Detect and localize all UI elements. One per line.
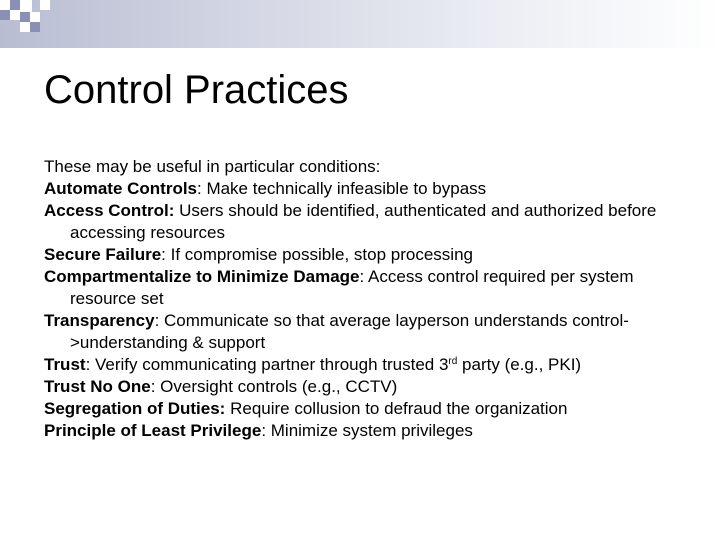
practice-term: Principle of Least Privilege	[44, 421, 262, 440]
decorative-square	[30, 22, 40, 32]
decorative-square	[0, 0, 10, 10]
practice-item-trust-no-one	[44, 376, 684, 398]
slide-title: Control Practices	[44, 68, 349, 112]
practice-term: Secure Failure	[44, 245, 162, 264]
practice-description: : Minimize system privileges	[261, 421, 473, 440]
slide-body	[44, 156, 684, 442]
ordinal-suffix: rd	[448, 356, 458, 367]
practice-item-automate-controls	[44, 178, 684, 200]
practice-term: Access Control:	[44, 201, 175, 220]
practice-description: Require collusion to defraud the organization	[225, 399, 568, 418]
decorative-square	[10, 10, 20, 20]
practice-item-least-privilege	[44, 420, 684, 442]
decorative-square	[30, 12, 40, 22]
practice-description: : Make technically infeasible to bypass	[197, 179, 487, 198]
decorative-square	[10, 0, 20, 10]
practice-description: : Verify communicating partner through trusted 3	[85, 355, 449, 374]
header-band	[0, 0, 720, 48]
intro-line: These may be useful in particular conditions:	[44, 157, 381, 176]
practice-description: : Oversight controls (e.g., CCTV)	[150, 377, 398, 396]
decorative-square	[20, 12, 30, 22]
practice-term: Trust No One	[44, 377, 151, 396]
decorative-square	[0, 10, 10, 20]
practice-term: Compartmentalize to Minimize Damage	[44, 267, 360, 286]
practice-term: Automate Controls	[44, 179, 197, 198]
practice-description: Users should be identified, authenticated and authorized before accessing resources	[70, 201, 657, 242]
practice-item-trust	[44, 354, 684, 376]
practice-term: Trust	[44, 355, 86, 374]
practice-item-access-control	[44, 200, 684, 244]
practice-item-secure-failure	[44, 244, 684, 266]
practice-term: Segregation of Duties:	[44, 399, 226, 418]
practice-description: : Communicate so that average layperson understands control->understanding & support	[70, 311, 629, 352]
decorative-square	[20, 0, 32, 12]
decorative-square	[20, 22, 30, 32]
practice-item-transparency	[44, 310, 684, 354]
practice-description-continued: party (e.g., PKI)	[457, 355, 582, 374]
practice-item-segregation-of-duties	[44, 398, 684, 420]
practice-item-compartmentalize	[44, 266, 684, 310]
practice-description: : Access control required per system resource set	[70, 267, 634, 308]
decorative-square	[40, 0, 50, 10]
practice-term: Transparency	[44, 311, 155, 330]
practice-description: : If compromise possible, stop processing	[161, 245, 473, 264]
